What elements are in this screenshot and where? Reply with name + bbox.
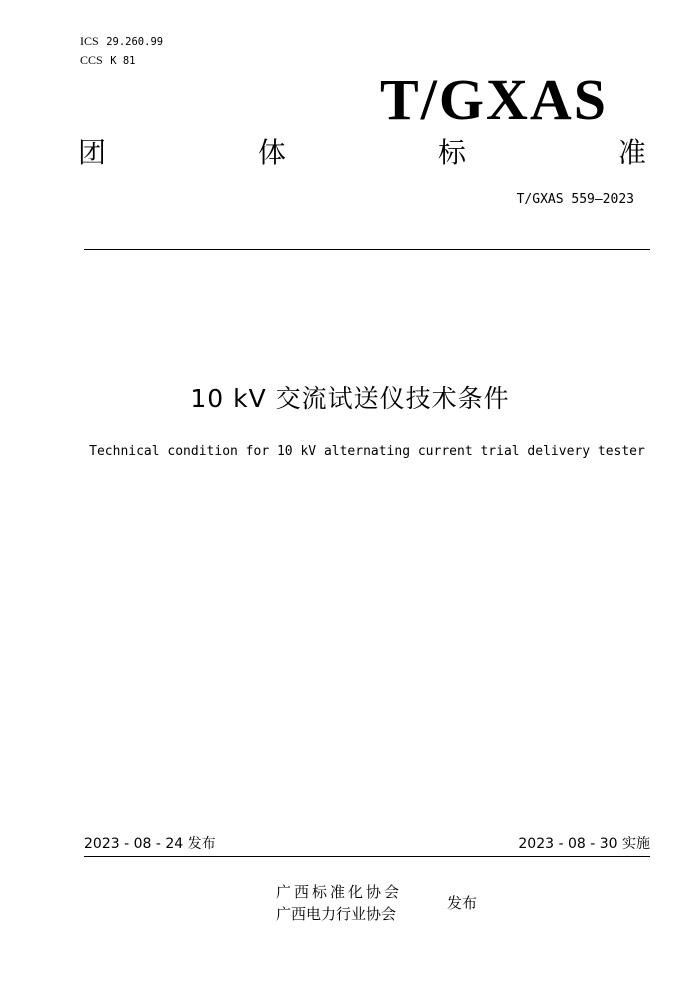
publisher-name: 广西电力行业协会 xyxy=(276,905,397,923)
ccs-code xyxy=(80,53,135,68)
standard-type-heading xyxy=(78,136,646,170)
standard-number: T/GXAS 559—2023 xyxy=(516,192,634,207)
publish-label: 发布 xyxy=(447,894,478,912)
ccs-value: K 81 xyxy=(110,55,136,67)
document-title-english: Technical condition for 10 kV alternating current trial delivery tester xyxy=(89,444,645,459)
standard-type-char: 体 xyxy=(257,136,286,169)
ics-code xyxy=(80,34,163,49)
document-title-chinese: 10 kV 交流试送仪技术条件 xyxy=(190,384,510,413)
publisher-name: 广西标准化协会 xyxy=(276,883,403,901)
publisher-list xyxy=(276,881,402,925)
header-divider xyxy=(84,249,650,250)
issue-date: 2023 - 08 - 24 发布 xyxy=(84,836,216,852)
effective-date: 2023 - 08 - 30 实施 xyxy=(518,836,650,852)
footer-divider xyxy=(84,856,650,857)
ics-label: ICS xyxy=(80,34,99,48)
standard-type-char: 准 xyxy=(617,136,646,169)
ics-value: 29.260.99 xyxy=(106,36,164,48)
standard-logo: T/GXAS xyxy=(380,67,608,132)
standard-type-char: 团 xyxy=(78,136,107,169)
ccs-label: CCS xyxy=(80,53,103,67)
standard-type-char: 标 xyxy=(437,136,466,169)
